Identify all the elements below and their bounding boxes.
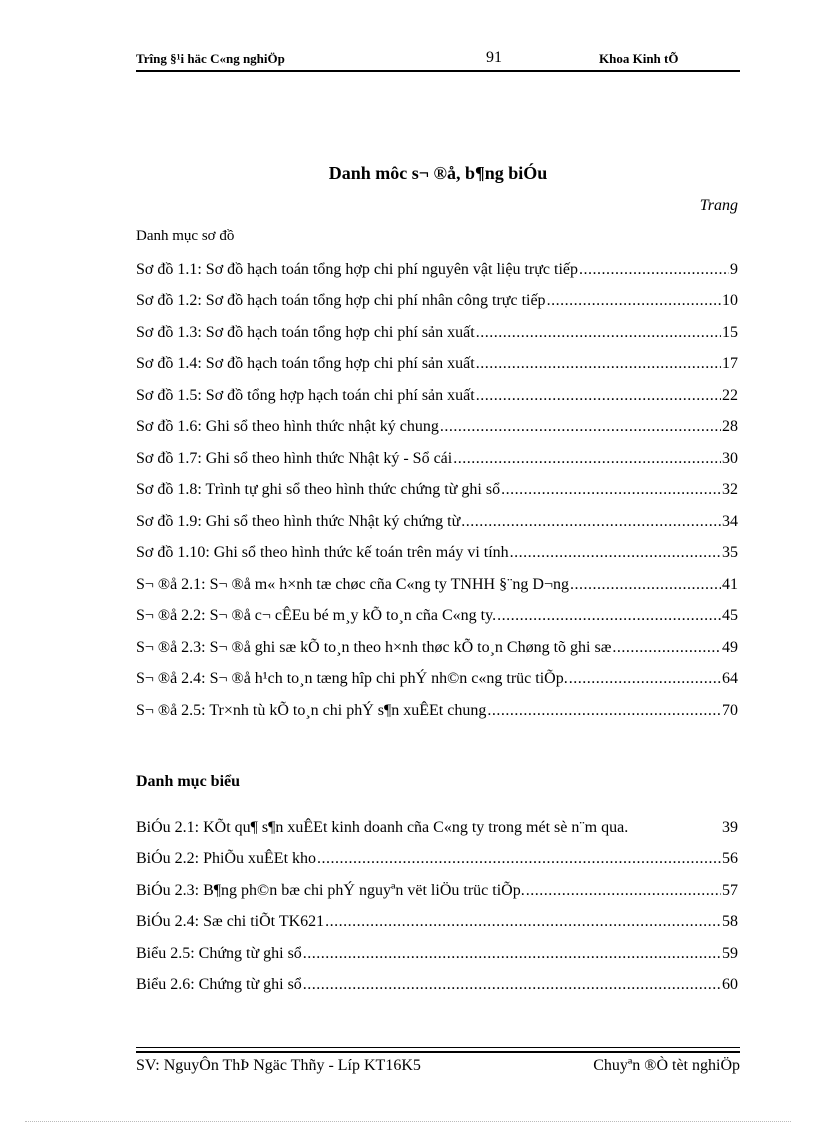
toc-entry-title: BiÓu 2.2: PhiÕu xuÊEt kho xyxy=(136,850,317,868)
toc-entry-page: 56 xyxy=(722,850,738,868)
toc-entry-title: Sơ đồ 1.5: Sơ đồ tổng hợp hạch toán chi phí sản xuất xyxy=(136,386,475,404)
toc-entry[interactable] xyxy=(136,907,738,939)
footer-document-type: Chuyªn ®Ò tèt nghiÖp xyxy=(593,1057,740,1074)
toc-entry-page: 59 xyxy=(722,944,738,962)
toc-entry[interactable] xyxy=(136,475,738,507)
dot-leader xyxy=(303,976,721,994)
toc-entry-page: 35 xyxy=(722,544,738,562)
dot-leader xyxy=(487,702,721,720)
toc-entry-page: 49 xyxy=(722,638,738,656)
dot-leader xyxy=(510,544,721,562)
toc-entry-page: 28 xyxy=(722,418,738,436)
toc-entry-page: 22 xyxy=(722,386,738,404)
toc-entry-title: Sơ đồ 1.4: Sơ đồ hạch toán tổng hợp chi phí sản xuất xyxy=(136,355,475,373)
dot-leader xyxy=(303,945,721,963)
toc-entry[interactable] xyxy=(136,970,738,1002)
toc-entry[interactable] xyxy=(136,412,738,444)
dot-leader xyxy=(569,670,721,688)
toc-entry[interactable] xyxy=(136,875,738,907)
dot-leader xyxy=(453,450,721,468)
toc-entry-page: 64 xyxy=(722,670,738,688)
toc-entry-page: 39 xyxy=(722,818,738,836)
toc-entry-title: S¬ ®å 2.3: S¬ ®å ghi sæ kÕ to¸n theo h×nh thøc kÕ to¸n Chøng tõ ghi sæ xyxy=(136,638,612,656)
page-column-label: Trang xyxy=(699,197,738,214)
toc-entry-title: S¬ ®å 2.1: S¬ ®å m« h×nh tæ chøc cña C«ng ty TNHH §¨ng D¬ng xyxy=(136,575,569,593)
toc-entry[interactable] xyxy=(136,317,738,349)
dot-leader xyxy=(612,639,721,657)
toc-entry[interactable] xyxy=(136,506,738,538)
toc-entry-page: 17 xyxy=(722,355,738,373)
dot-leader xyxy=(579,261,729,279)
dot-leader xyxy=(440,418,721,436)
section-heading-tables: Danh mục biểu xyxy=(136,773,241,790)
header-page-number: 91 xyxy=(486,49,502,66)
toc-entry[interactable] xyxy=(136,349,738,381)
toc-entry[interactable] xyxy=(136,664,738,696)
dot-leader xyxy=(497,607,721,625)
toc-entry-page: 10 xyxy=(722,292,738,310)
toc-entry[interactable] xyxy=(136,812,738,844)
toc-entry[interactable] xyxy=(136,569,738,601)
toc-entry-page: 41 xyxy=(722,575,738,593)
footer-rule xyxy=(136,1051,740,1053)
toc-entry[interactable] xyxy=(136,844,738,876)
table-list xyxy=(136,812,738,1001)
toc-entry[interactable] xyxy=(136,601,738,633)
toc-entry-title: BiÓu 2.1: KÕt qu¶ s¶n xuÊEt kinh doanh cña C«ng ty trong mét sè n¨m qua. xyxy=(136,818,629,836)
toc-entry[interactable] xyxy=(136,443,738,475)
page-footer xyxy=(136,1057,740,1079)
toc-entry-page: 15 xyxy=(722,323,738,341)
dot-leader xyxy=(461,513,721,531)
toc-entry-page: 45 xyxy=(722,607,738,625)
dot-leader xyxy=(501,481,721,499)
toc-entry-title: BiÓu 2.3: B¶ng ph©n bæ chi phÝ nguyªn vët liÖu trüc tiÕp. xyxy=(136,881,525,899)
toc-entry[interactable] xyxy=(136,938,738,970)
toc-entry-title: S¬ ®å 2.4: S¬ ®å h¹ch to¸n tæng hîp chi phÝ nh©n c«ng trüc tiÕp. xyxy=(136,670,568,688)
toc-entry[interactable] xyxy=(136,538,738,570)
dot-leader xyxy=(476,355,721,373)
header-faculty-name: Khoa Kinh tÕ xyxy=(599,51,679,66)
dot-leader xyxy=(526,882,721,900)
toc-entry-title: S¬ ®å 2.5: Tr×nh tù kÕ to¸n chi phÝ s¶n xuÊEt chung xyxy=(136,701,487,719)
toc-entry-title: Sơ đồ 1.10: Ghi sổ theo hình thức kế toán trên máy vi tính xyxy=(136,544,509,562)
toc-entry-title: Sơ đồ 1.8: Trình tự ghi sổ theo hình thức chứng từ ghi sổ xyxy=(136,481,501,499)
dot-leader xyxy=(570,576,721,594)
section-heading-diagrams: Danh mục sơ đồ xyxy=(136,228,235,244)
page-header xyxy=(136,51,740,71)
toc-entry-page: 34 xyxy=(722,512,738,530)
toc-entry-page: 57 xyxy=(722,881,738,899)
toc-entry-title: Biểu 2.6: Chứng từ ghi sổ xyxy=(136,976,302,994)
toc-entry[interactable] xyxy=(136,380,738,412)
diagram-list xyxy=(136,254,738,727)
toc-entry-title: Sơ đồ 1.6: Ghi sổ theo hình thức nhật ký chung xyxy=(136,418,439,436)
toc-entry-title: Sơ đồ 1.7: Ghi sổ theo hình thức Nhật ký - Sổ cái xyxy=(136,449,453,467)
toc-entry[interactable] xyxy=(136,254,738,286)
dot-leader xyxy=(547,292,721,310)
toc-entry[interactable] xyxy=(136,632,738,664)
page-edge xyxy=(25,1121,791,1122)
footer-student-name: SV: NguyÔn ThÞ Ngäc Thñy - Líp KT16K5 xyxy=(136,1057,421,1074)
page-title: Danh môc s¬ ®å, b¶ng biÓu xyxy=(328,163,548,183)
dot-leader xyxy=(476,387,721,405)
dot-leader xyxy=(325,913,721,931)
toc-entry-title: Biểu 2.5: Chứng từ ghi sổ xyxy=(136,944,302,962)
toc-entry[interactable] xyxy=(136,695,738,727)
toc-entry-title: Sơ đồ 1.3: Sơ đồ hạch toán tổng hợp chi phí sản xuất xyxy=(136,323,475,341)
dot-leader xyxy=(317,850,721,868)
toc-entry-title: BiÓu 2.4: Sæ chi tiÕt TK621 xyxy=(136,913,325,931)
dot-leader xyxy=(476,324,721,342)
toc-entry[interactable] xyxy=(136,286,738,318)
toc-entry-page: 58 xyxy=(722,913,738,931)
footer-rule xyxy=(136,1047,740,1048)
toc-entry-page: 60 xyxy=(722,976,738,994)
toc-entry-page: 9 xyxy=(730,260,738,278)
toc-entry-title: Sơ đồ 1.2: Sơ đồ hạch toán tổng hợp chi phí nhân công trực tiếp xyxy=(136,292,546,310)
header-rule xyxy=(136,70,740,72)
toc-entry-page: 70 xyxy=(722,701,738,719)
toc-entry-title: Sơ đồ 1.9: Ghi sổ theo hình thức Nhật ký chứng từ xyxy=(136,512,461,530)
toc-entry-page: 30 xyxy=(722,449,738,467)
header-school-name: Trîng §¹i häc C«ng nghiÖp xyxy=(136,51,285,66)
toc-entry-page: 32 xyxy=(722,481,738,499)
toc-entry-title: S¬ ®å 2.2: S¬ ®å c¬ cÊEu bé m¸y kÕ to¸n cña C«ng ty. xyxy=(136,607,497,625)
toc-entry-title: Sơ đồ 1.1: Sơ đồ hạch toán tổng hợp chi phí nguyên vật liệu trực tiếp xyxy=(136,260,578,278)
